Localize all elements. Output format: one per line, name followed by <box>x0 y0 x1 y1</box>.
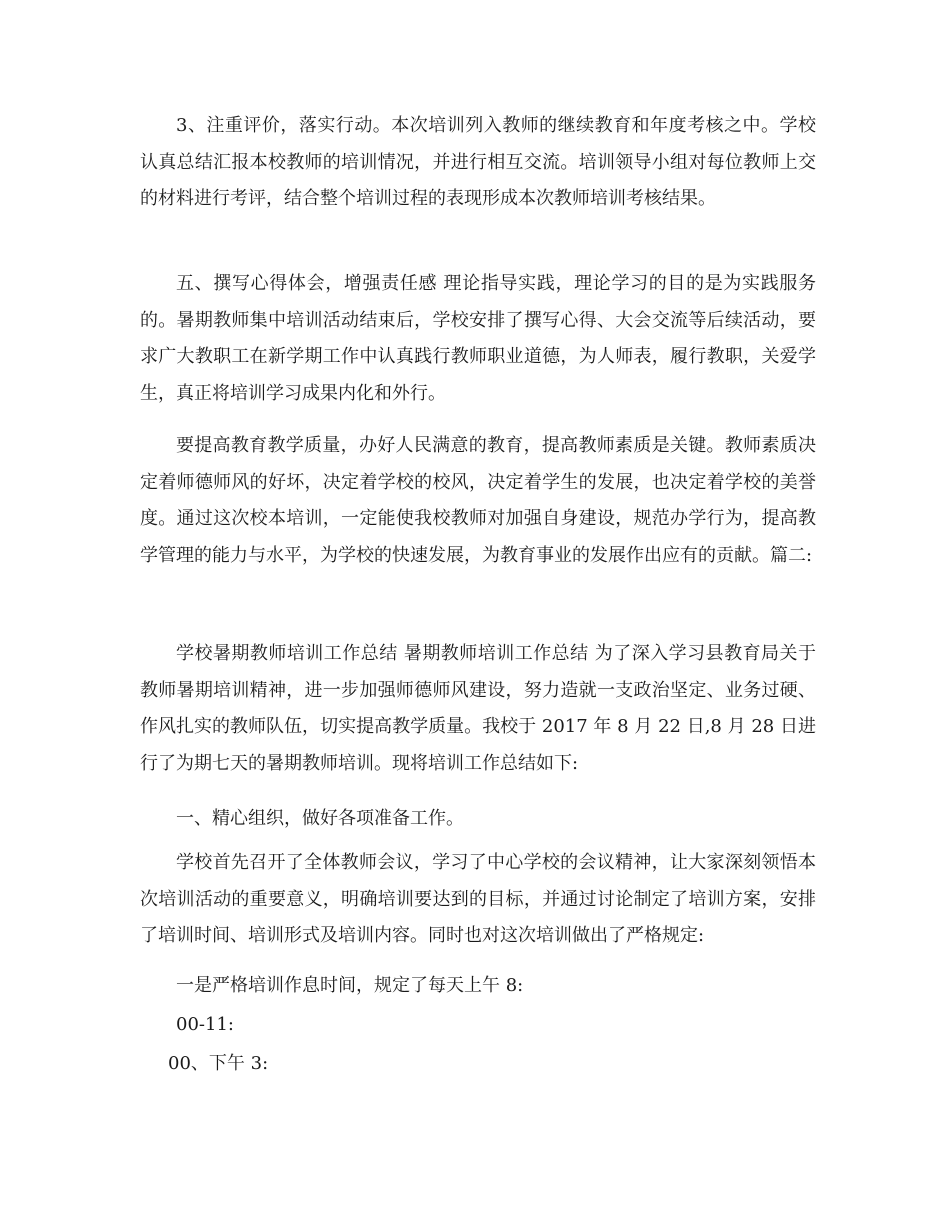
paragraph-teacher-quality: 要提高教育教学质量，办好人民满意的教育，提高教师素质是关键。教师素质决定着师德师风的好坏，决定着学校的校风，决定着学生的发展，也决定着学校的美誉度。通过这次校本培训，一定能使我校教师对加强自身建设，规范办学行为，提高教学管理的能力与水平，为学校的快速发展，为教育事业的发展作出应有的贡献。篇二: <box>140 435 816 566</box>
paragraph-teacher-meeting: 学校首先召开了全体教师会议，学习了中心学校的会议精神，让大家深刻领悟本次培训活动的重要意义，明确培训要达到的目标，并通过讨论制定了培训方案，安排了培训时间、培训形式及培训内容。同时也对这次培训做出了严格规定: <box>140 852 816 946</box>
paragraph-time-fragment: 00、下午 3: <box>168 1053 269 1074</box>
paragraph-reflection: 五、撰写心得体会，增强责任感 理论指导实践，理论学习的目的是为实践服务的。暑期教师集中培训活动结束后，学校安排了撰写心得、大会交流等后续活动，要求广大教职工在新学期工作中认真践行教师职业道德，为人师表，履行教职，关爱学生，真正将培训学习成果内化和外行。 <box>140 273 816 404</box>
paragraph-summer-training-summary: 学校暑期教师培训工作总结 暑期教师培训工作总结 为了深入学习县教育局关于教师暑期培训精神，进一步加强师德师风建设，努力造就一支政治坚定、业务过硬、作风扎实的教师队伍，切实提高教学质量。我校于 2017 年 8 月 22 日,8 月 28 日进行了为期七天的暑期教师培训。现将培训工作总结如下: <box>140 643 816 774</box>
paragraph-schedule: 一是严格培训作息时间，规定了每天上午 8: <box>176 975 524 996</box>
section-heading-organization: 一、精心组织，做好各项准备工作。 <box>176 808 464 829</box>
paragraph-time-fragment: 00-11: <box>176 1014 234 1035</box>
paragraph-evaluation: 3、注重评价，落实行动。本次培训列入教师的继续教育和年度考核之中。学校认真总结汇报本校教师的培训情况，并进行相互交流。培训领导小组对每位教师上交的材料进行考评，结合整个培训过程的表现形成本次教师培训考核结果。 <box>140 115 816 209</box>
